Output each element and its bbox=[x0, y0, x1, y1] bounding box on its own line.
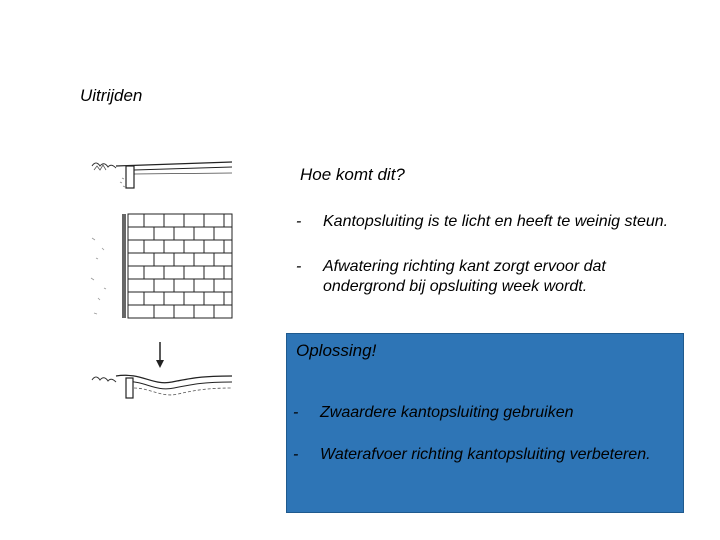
solution-title: Oplossing! bbox=[296, 341, 377, 360]
brick-wall bbox=[91, 214, 232, 318]
solution-box bbox=[286, 333, 684, 513]
cause-text: Afwatering richting kant zorgt ervoor dat ondergrond bij opsluiting week wordt. bbox=[323, 258, 606, 295]
curb-section-top bbox=[92, 162, 232, 188]
bullet-dash: - bbox=[296, 258, 302, 275]
solution-text: Waterafvoer richting kantopsluiting verbeteren. bbox=[320, 446, 651, 463]
list-item bbox=[293, 445, 673, 465]
cause-text: Kantopsluiting is te licht en heeft te weinig steun. bbox=[323, 213, 669, 230]
list-item bbox=[296, 257, 681, 297]
list-item bbox=[293, 403, 673, 423]
question-heading: Hoe komt dit? bbox=[300, 165, 405, 184]
paving-edge-diagram bbox=[82, 148, 242, 408]
sagging-curb-section bbox=[92, 342, 232, 398]
list-item bbox=[296, 212, 681, 232]
solution-text: Zwaardere kantopsluiting gebruiken bbox=[320, 404, 574, 421]
slide-title: Uitrijden bbox=[80, 86, 143, 105]
solution-list bbox=[293, 403, 673, 487]
bullet-dash: - bbox=[296, 213, 302, 230]
bullet-dash: - bbox=[293, 404, 299, 421]
cause-list bbox=[296, 212, 681, 322]
bullet-dash: - bbox=[293, 446, 299, 463]
